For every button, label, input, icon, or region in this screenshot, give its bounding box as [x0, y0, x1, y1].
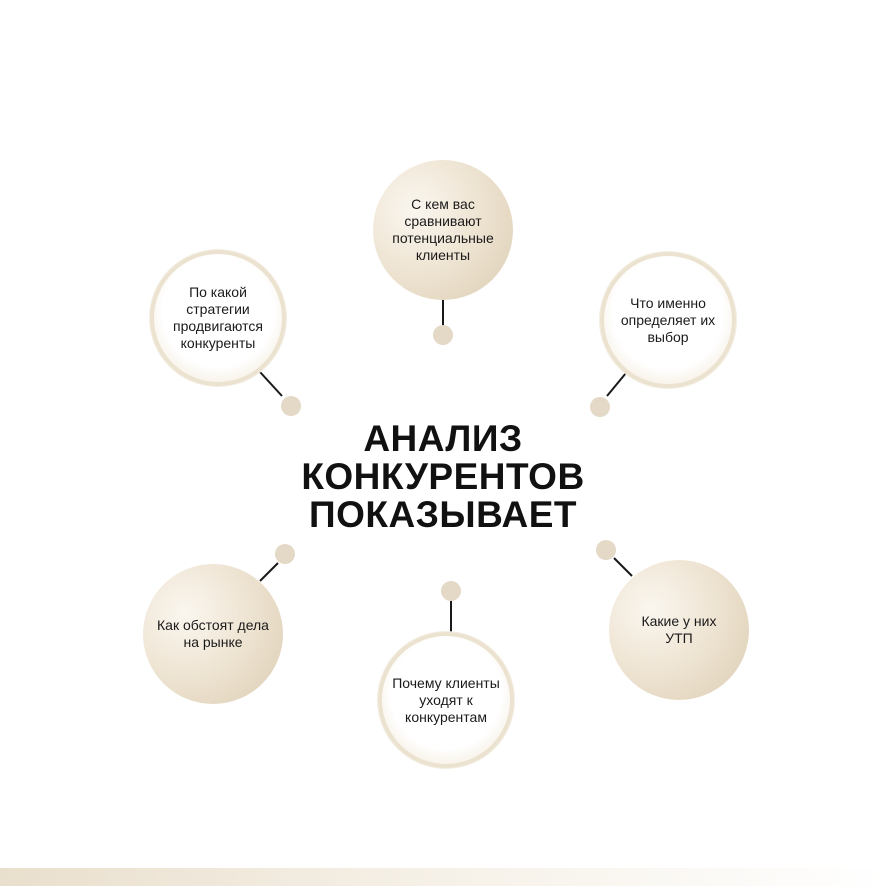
node-bottom-left — [143, 564, 283, 704]
node-bottom-right — [609, 560, 749, 700]
node-top-right — [600, 252, 736, 388]
node-bottom-label: Почему клиенты уходят к конкурентам — [392, 674, 500, 725]
title-line-1: АНАЛИЗ — [363, 418, 523, 459]
title-line-3: ПОКАЗЫВАЕТ — [309, 494, 577, 535]
connector-bottom-left — [260, 563, 278, 581]
node-top-dot — [433, 325, 453, 345]
node-top-right-label: Что именно определяет их выбор — [620, 294, 716, 345]
diagram-title — [243, 420, 643, 534]
node-bottom-right-dot — [596, 540, 616, 560]
node-bottom-left-label: Как обстоят дела на рынке — [157, 617, 269, 650]
node-top — [373, 160, 513, 300]
node-top-left — [150, 250, 286, 386]
node-bottom — [378, 632, 514, 768]
node-bottom-left-dot — [275, 544, 295, 564]
node-top-left-label: По какой стратегии продвигаются конкуренты — [173, 284, 263, 351]
node-top-label: С кем вас сравнивают потенциальные клиенты — [392, 196, 494, 263]
node-bottom-right-label: Какие у них УТП — [641, 613, 717, 646]
connector-bottom-right — [614, 558, 632, 576]
title-line-2: КОНКУРЕНТОВ — [301, 456, 585, 497]
node-top-left-dot — [281, 396, 301, 416]
connector-top-right — [607, 373, 626, 396]
node-bottom-dot — [441, 581, 461, 601]
connector-top-left — [260, 372, 282, 396]
node-top-right-dot — [590, 397, 610, 417]
footer-band — [0, 868, 886, 886]
